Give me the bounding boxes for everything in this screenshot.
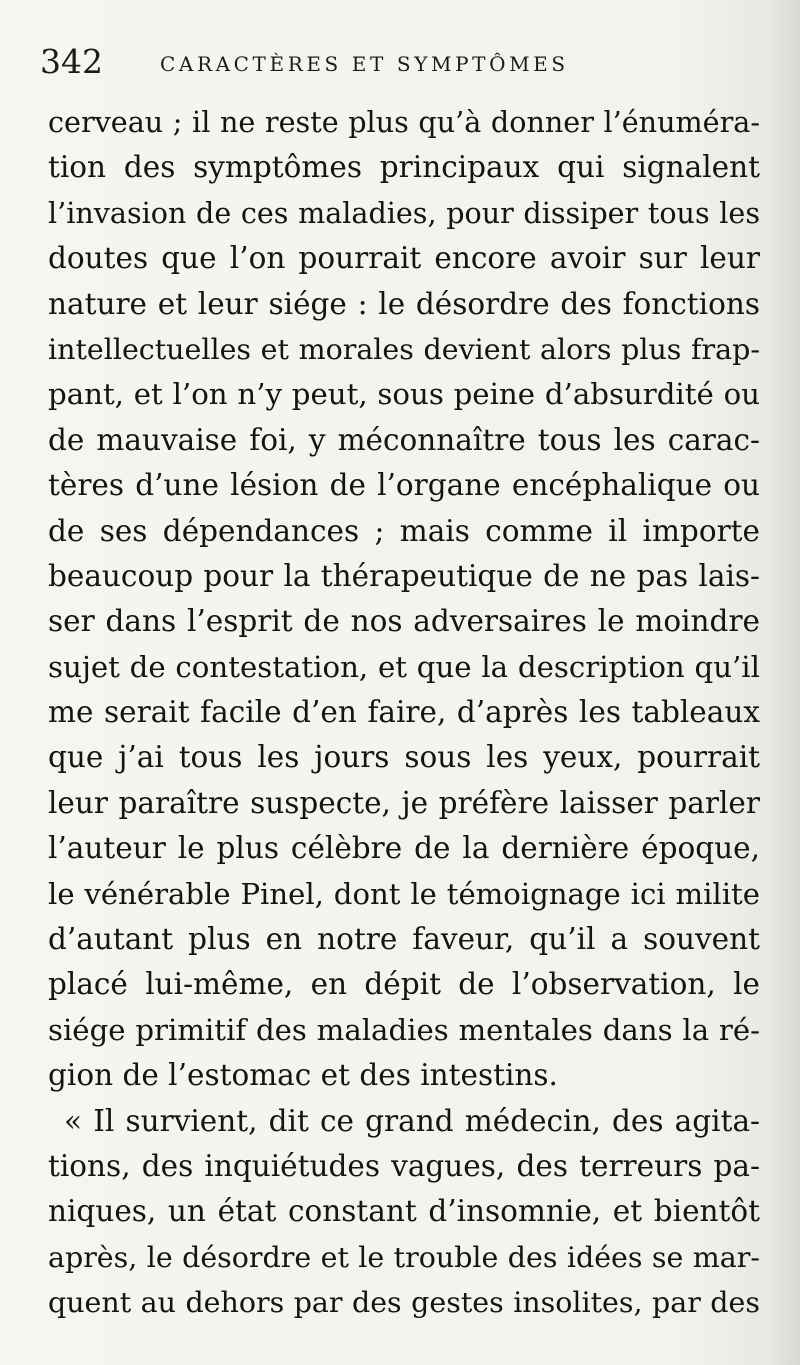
text-line: beaucoup pour la thérapeutique de ne pas lais-: [48, 558, 760, 593]
text-line: après, le désordre et le trouble des idées se mar-: [48, 1240, 760, 1274]
text-line: nature et leur siége : le désordre des fonctions: [48, 286, 760, 321]
text-line: de ses dépendances ; mais comme il importe: [48, 513, 760, 548]
text-line: d’autant plus en notre faveur, qu’il a souvent: [48, 922, 760, 957]
text-line: placé lui-même, en dépit de l’observation, le: [48, 967, 760, 1002]
text-line: tion des symptômes principaux qui signalent: [48, 150, 760, 185]
running-head: CARACTÈRES ET SYMPTÔMES: [160, 52, 569, 76]
text-line: le vénérable Pinel, dont le témoignage ici milite: [48, 876, 760, 911]
text-line: de mauvaise foi, y méconnaître tous les carac-: [48, 422, 760, 457]
text-line: cerveau ; il ne reste plus qu’à donner l’énuméra-: [48, 105, 760, 139]
text-line: tères d’une lésion de l’organe encéphalique ou: [48, 468, 760, 503]
page-number: 342: [40, 42, 103, 81]
text-line: siége primitif des maladies mentales dans la ré-: [48, 1012, 760, 1047]
text-line: leur paraître suspecte, je préfère laisser parler: [48, 785, 760, 820]
text-line: me serait facile d’en faire, d’après les tableaux: [48, 695, 760, 730]
text-line: gion de l’estomac et des intestins.: [48, 1058, 558, 1093]
text-line: l’auteur le plus célèbre de la dernière époque,: [48, 831, 760, 866]
text-line: quent au dehors par des gestes insolites, par des: [48, 1286, 760, 1320]
text-line: intellectuelles et morales devient alors plus frap-: [48, 332, 760, 366]
text-line: que j’ai tous les jours sous les yeux, pourrait: [48, 740, 760, 775]
page-header: [40, 42, 760, 92]
text-line: ser dans l’esprit de nos adversaires le moindre: [48, 604, 760, 639]
text-line: l’invasion de ces maladies, pour dissiper tous les: [48, 195, 760, 230]
body-text: [48, 100, 760, 1326]
text-line: « Il survient, dit ce grand médecin, des agita-: [64, 1103, 760, 1138]
text-line: niques, un état constant d’insomnie, et bientôt: [48, 1194, 760, 1229]
text-line: pant, et l’on n’y peut, sous peine d’absurdité ou: [48, 377, 760, 412]
text-line: doutes que l’on pourrait encore avoir sur leur: [48, 241, 760, 276]
text-line: sujet de contestation, et que la description qu’il: [48, 649, 760, 684]
text-line: tions, des inquiétudes vagues, des terreurs pa-: [48, 1148, 760, 1183]
